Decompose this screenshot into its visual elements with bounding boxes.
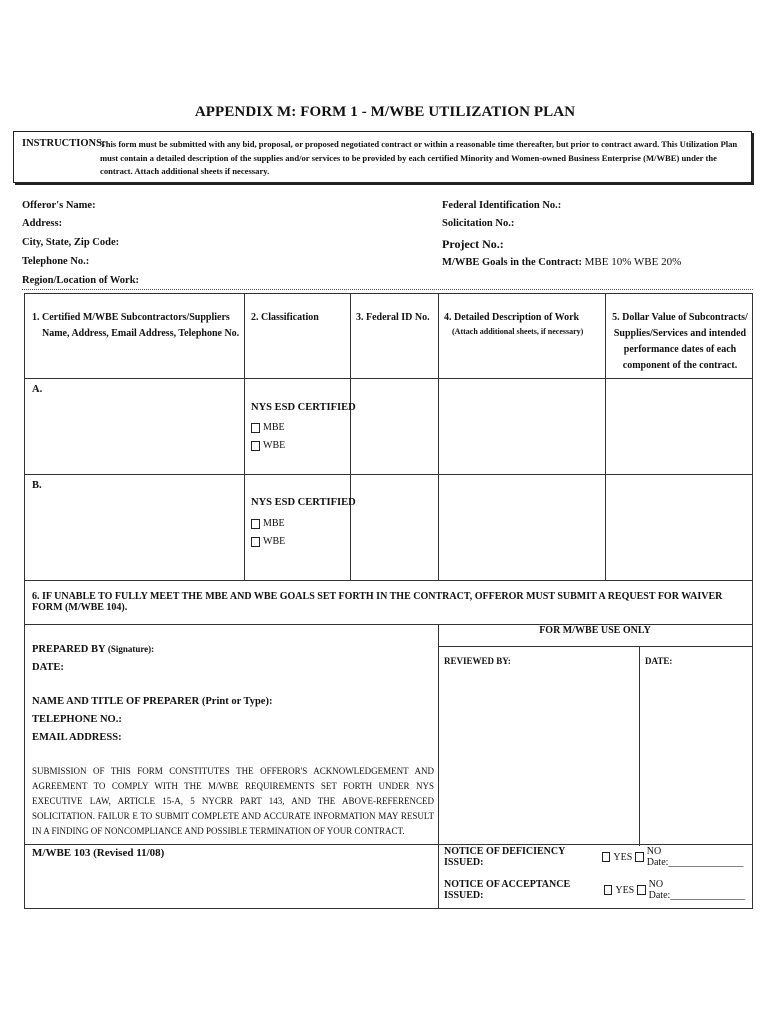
separator [22,289,753,290]
preparer-telephone-label: TELEPHONE NO.: [32,714,122,725]
checkbox-icon[interactable] [604,885,612,895]
row-b-wbe-checkbox[interactable]: WBE [251,536,285,547]
col2-header: 2. Classification [251,312,319,323]
col3-header: 3. Federal ID No. [356,312,430,323]
col1-header: 1. Certified M/WBE Subcontractors/Suppliers Name, Address, Email Address, Telephone No. [32,312,240,339]
row-b-classification: NYS ESD CERTIFIED [251,497,356,508]
checkbox-icon[interactable] [635,852,643,862]
checkbox-icon[interactable] [602,852,610,862]
form-id: M/WBE 103 (Revised 11/08) [32,847,165,859]
checkbox-icon[interactable] [637,885,645,895]
offeror-name-label: Offeror's Name: [22,200,96,211]
prepared-by-label: PREPARED BY (Signature): [32,644,155,655]
utilization-table [24,293,753,909]
preparer-email-label: EMAIL ADDRESS: [32,732,122,743]
reviewed-by-label: REVIEWED BY: [444,656,511,666]
acceptance-line: NOTICE OF ACCEPTANCE ISSUED: YES NO Date:_______________ [444,879,746,901]
goals-line [442,256,681,268]
checkbox-icon[interactable] [251,537,260,547]
project-label: Project No.: [442,237,504,251]
city-state-zip-label: City, State, Zip Code: [22,237,120,248]
instructions-text: This form must be submitted with any bid, proposal, or proposed negotiated contract or within a reasonable time thereafter, but prior to contract award. This Utilization Plan must contain a detailed description of the supplies and/or services to be provided by each certified Minority and Women-owned Business Enterprise (M/WBE) under the contract. Attach additional sheets if necessary. [100,139,738,176]
region-label: Region/Location of Work: [22,275,140,286]
row-a-classification: NYS ESD CERTIFIED [251,402,356,413]
solicitation-label: Solicitation No.: [442,218,515,229]
waiver-notice: 6. IF UNABLE TO FULLY MEET THE MBE AND WBE GOALS SET FORTH IN THE CONTRACT, OFFEROR MUST SUBMIT A REQUEST FOR WAIVER FORM (M/WBE 104). [32,591,723,613]
row-b-label: B. [32,480,42,491]
goals-label: M/WBE Goals in the Contract: [442,257,582,268]
address-label: Address: [22,218,63,229]
checkbox-icon[interactable] [251,441,260,451]
federal-id-label: Federal Identification No.: [442,200,562,211]
name-title-label: NAME AND TITLE OF PREPARER (Print or Type): [32,696,273,707]
row-a-wbe-checkbox[interactable]: WBE [251,440,285,451]
page-title: APPENDIX M: FORM 1 - M/WBE UTILIZATION PLAN [194,104,576,120]
row-a-label: A. [32,384,43,395]
col5-header: 5. Dollar Value of Subcontracts/ Supplies/Services and intended performance dates of each component of the contract. [612,312,748,371]
row-b-mbe-checkbox[interactable]: MBE [251,518,285,529]
deficiency-line: NOTICE OF DEFICIENCY ISSUED: YES NO Date:_______________ [444,846,744,868]
goals-value: MBE 10% WBE 20% [584,256,682,268]
telephone-label: Telephone No.: [22,256,90,267]
office-date-label: DATE: [645,656,673,666]
instructions-label: INSTRUCTIONS: [22,138,106,149]
instructions-box [13,131,752,183]
checkbox-icon[interactable] [251,423,260,433]
col4-header: 4. Detailed Description of Work (Attach additional sheets, if necessary) [444,312,584,336]
row-a-mbe-checkbox[interactable]: MBE [251,422,285,433]
office-use-heading: FOR M/WBE USE ONLY [539,625,651,636]
submission-statement: SUBMISSION OF THIS FORM CONSTITUTES THE OFFEROR'S ACKNOWLEDGEMENT AND AGREEMENT TO COMPLY WITH THE M/WBE REQUIREMENTS SET FORTH UNDER NYS EXECUTIVE LAW, ARTICLE 15-A, 5 NYCRR PART 143, AND THE ABOVE-REFERENCED SOLICITATION. FAILUR E TO SUBMIT COMPLETE AND ACCURATE INFORMATION MAY RESULT IN A FINDING OF NONCOMPLIANCE AND POSSIBLE TERMINATION OF YOUR CONTRACT. [32,766,434,836]
checkbox-icon[interactable] [251,519,260,529]
preparer-date-label: DATE: [32,662,64,673]
